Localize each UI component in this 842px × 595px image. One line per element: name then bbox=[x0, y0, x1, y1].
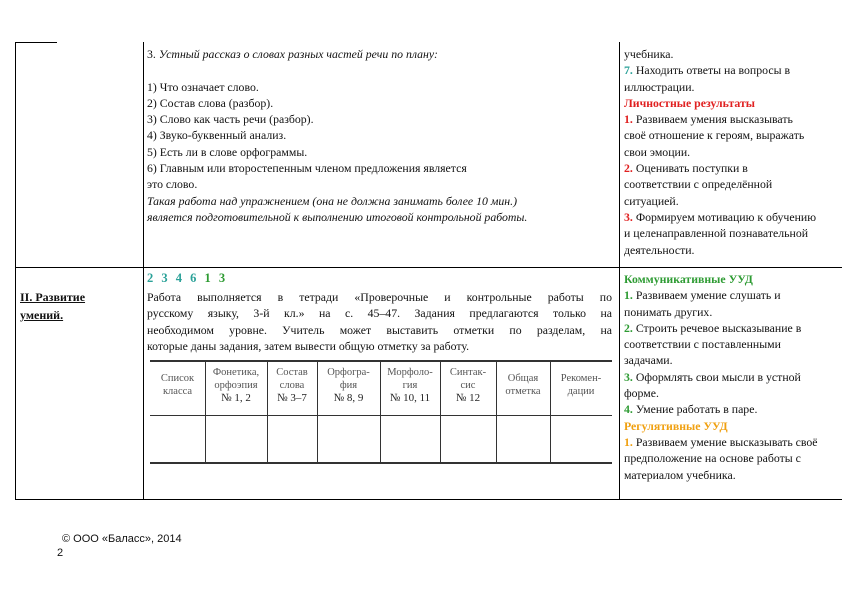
table-col-divider-2 bbox=[619, 42, 620, 500]
header-recommendations: Рекомен- дации bbox=[560, 373, 602, 397]
plan-item: 4) Звуко-буквенный анализ. bbox=[147, 128, 287, 143]
table-row-divider bbox=[15, 267, 842, 268]
copyright-footer: © ООО «Баласс», 2014 bbox=[62, 533, 182, 545]
section-title: II. Развитие умений. bbox=[20, 290, 86, 322]
plan-item: 6) Главным или второстепенным членом предложения является bbox=[147, 161, 467, 176]
oral-story-heading: 3. Устный рассказ о словах разных частей речи по плану: bbox=[147, 47, 438, 61]
personal-results-title: Личностные результаты bbox=[624, 95, 755, 110]
header-phonetics: Фонетика, орфоэпия № 1, 2 bbox=[212, 367, 260, 404]
plan-item: 1) Что означает слово. bbox=[147, 79, 259, 94]
plan-item: 5) Есть ли в слове орфограммы. bbox=[147, 144, 308, 159]
note-text: является подготовительной к выполнению итоговой контрольной работы. bbox=[147, 209, 528, 224]
table-left-border bbox=[15, 42, 16, 500]
table-col-divider-1 bbox=[143, 42, 144, 500]
row2-uud-cell: Коммуникативные УУД 1. Развиваем умение слушать и понимать других. 2. Строить речевое высказывание в соответствии с поставленными задачами. 3. Оформлять свои мысли в устной форме. 4. Умение работать в паре. Регулятивные УУД 1. Развиваем умение высказывать своё предположение на основе работы с материалом учебника. bbox=[624, 271, 838, 483]
page-number: 2 bbox=[57, 547, 64, 559]
gradebook-table bbox=[150, 360, 612, 464]
header-syntax: Синтак- сис № 12 bbox=[449, 367, 487, 404]
work-description: Работа выполняется в тетради «Проверочные и контрольные работы по русскому языку, 3-й кл.» на с. 45–47. Задания предлагаются только на необходимом уровне. Учитель может выставить отметки по разделам, на которые даны задания, затем вывести общую отметку за работу. bbox=[147, 290, 612, 353]
header-class-list: Список класса bbox=[160, 373, 195, 397]
plan-item: это слово. bbox=[147, 177, 198, 192]
plan-item: 3) Слово как часть речи (разбор). bbox=[147, 112, 314, 127]
table-top-border bbox=[15, 42, 57, 43]
header-morphology: Морфоло- гия № 10, 11 bbox=[387, 367, 433, 404]
skill-numbers: 2 3 4 6 1 3 bbox=[147, 271, 226, 285]
table-bottom-border bbox=[15, 499, 842, 500]
row1-activity-cell bbox=[147, 46, 613, 225]
communicative-uud-title: Коммуникативные УУД bbox=[624, 272, 753, 286]
note-text: Такая работа над упражнением (она не должна занимать более 10 мин.) bbox=[147, 193, 518, 208]
regulatory-uud-title: Регулятивные УУД bbox=[624, 418, 728, 433]
row1-results-cell: учебника. 7. Находить ответы на вопросы в иллюстрации. Личностные результаты 1. Развиваем умения высказывать своё отношение к героям, выражать свои эмоции. 2. Оценивать поступки в соответствии с определённой ситуацией. 3. Формируем мотивацию к обучению и целенаправленной познавательной деятельности. bbox=[624, 46, 838, 258]
header-overall-grade: Общая отметка bbox=[505, 373, 541, 397]
plan-item: 2) Состав слова (разбор). bbox=[147, 95, 274, 110]
header-word-structure: Состав слова № 3–7 bbox=[276, 367, 308, 404]
header-spelling: Орфогра- фия № 8, 9 bbox=[327, 367, 370, 404]
